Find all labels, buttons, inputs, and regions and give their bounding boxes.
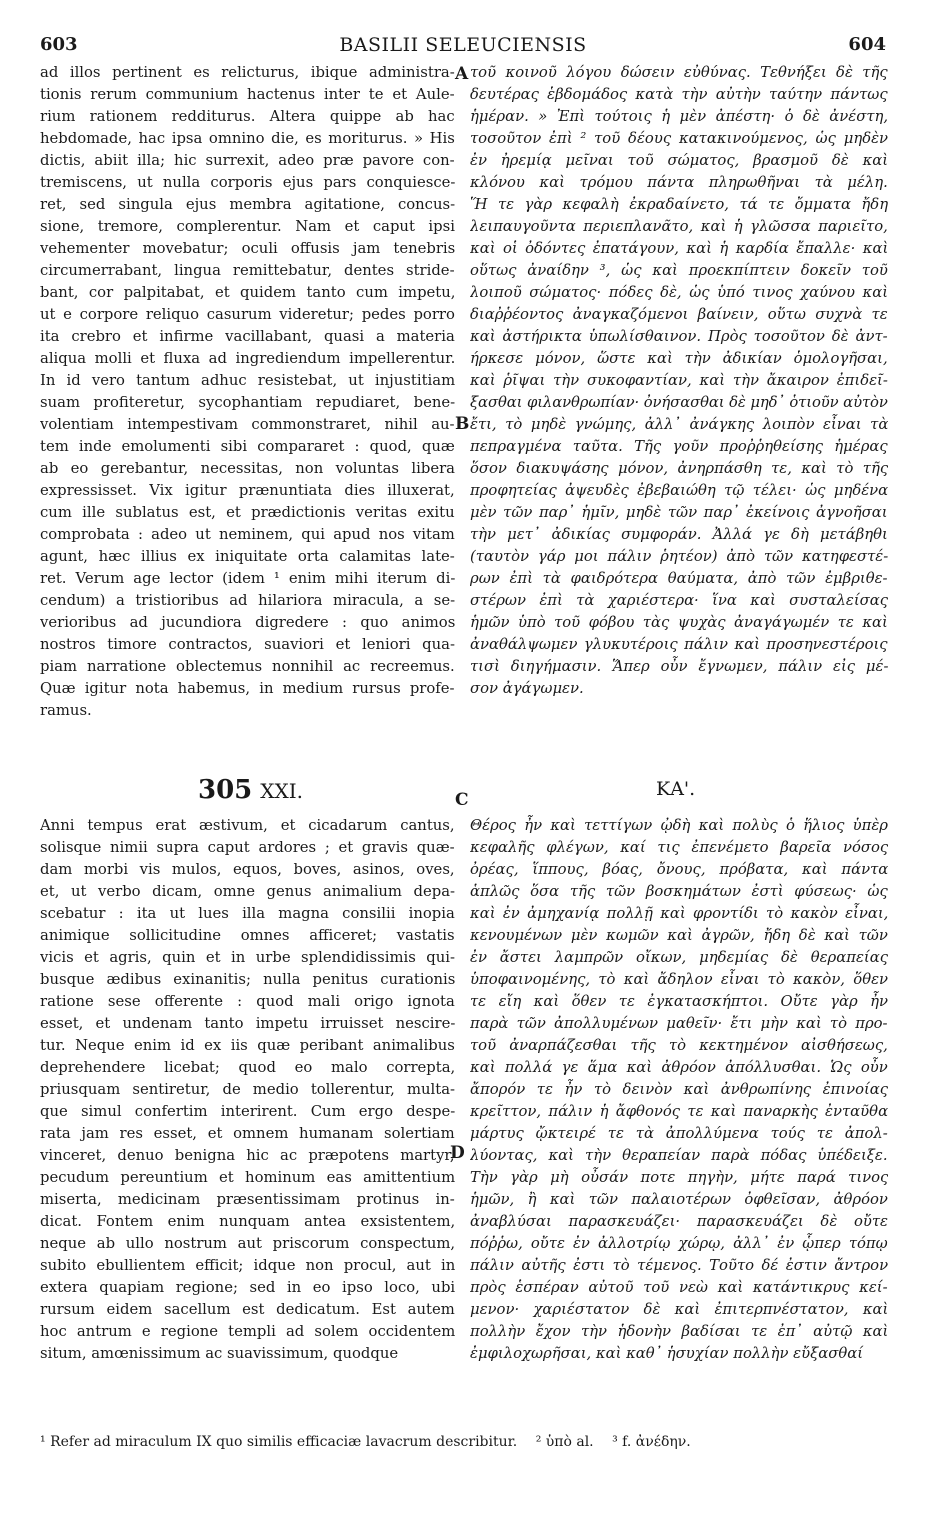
greek-line: πάλιν αὐτῆς ἐστι τὸ τέμενος. Τοῦτο δέ ἐστιν ἄντρον bbox=[470, 1257, 888, 1274]
latin-line: neque ab ullo nostrum aut priscorum conspectum, bbox=[40, 1235, 455, 1252]
latin-line: tremiscens, ut nulla corporis ejus pars conquiesce- bbox=[40, 174, 455, 191]
section-heading-latin bbox=[198, 775, 303, 805]
greek-line: παρὰ τῶν ἀπολλυμένων μαθεῖν· ἔτι μὴν καὶ τὸ προ- bbox=[470, 1015, 888, 1032]
latin-line: nostros timore contractos, suaviori et leniori qua- bbox=[40, 636, 455, 653]
greek-line: πολλὴν ἔχον τὴν ἡδονὴν βαδίσαι τε ἐπ᾽ αὐτῷ καὶ bbox=[470, 1323, 888, 1340]
latin-line: rium rationem redditurus. Altera quippe ab hac bbox=[40, 108, 455, 125]
greek-line: πόῤῥω, οὔτε ἐν ἀλλοτρίῳ χώρῳ, ἀλλ᾽ ἐν ᾧπερ τόπῳ bbox=[470, 1235, 888, 1252]
greek-line: στέρων ἐπὶ τὰ χαριέστερα· ἵνα καὶ συσταλείσας bbox=[470, 592, 888, 609]
greek-line: Θέρος ἦν καὶ τεττίγων ᾠδὴ καὶ πολὺς ὁ ἥλιος ὑπὲρ bbox=[470, 817, 888, 834]
greek-column-top bbox=[470, 62, 888, 700]
greek-line: καὶ ἀστήρικτα ὑπωλίσθαινον. Πρὸς τοσοῦτον δὲ ἀντ- bbox=[470, 328, 888, 345]
latin-line: sione, tremore, complerentur. Nam et caput ipsi bbox=[40, 218, 455, 235]
greek-line: οὕτως ἀναίδην ³, ὡς καὶ προεκπίπτειν δοκεῖν τοῦ bbox=[470, 262, 888, 279]
greek-line: ήρκεσε μόνον, ὥστε καὶ τὴν ἀδικίαν ὁμολογῆσαι, bbox=[470, 350, 888, 367]
greek-line: καὶ οἱ ὀδόντες ἐπατάγουν, καὶ ἡ καρδία ἔπαλλε· καὶ bbox=[470, 240, 888, 257]
latin-line: rata jam res esset, et omnem humanam solertiam bbox=[40, 1125, 455, 1142]
greek-line: ὅσον διακυψάσης μόνον, ἀνηρπάσθη τε, καὶ τὸ τῆς bbox=[470, 460, 888, 477]
margin-marker-a: A bbox=[455, 64, 469, 84]
greek-line: ἁπλῶς ὅσα τῆς τῶν βοσκημάτων ἐστὶ φύσεως· ὡς bbox=[470, 883, 888, 900]
latin-line: et, ut verbo dicam, omne genus animalium depa- bbox=[40, 883, 455, 900]
latin-line: piam narratione oblectemus nonnihil ac recreemus. bbox=[40, 658, 455, 675]
greek-line: τισὶ διηγήμασιν. Ἅπερ οὖν ἔγνωμεν, πάλιν εἰς μέ- bbox=[470, 658, 888, 675]
latin-line: hebdomade, hac ipsa omnino die, es moriturus. » His bbox=[40, 130, 455, 147]
latin-line: volentiam intempestivam commonstraret, nihil au- bbox=[40, 416, 455, 433]
section-number: 305 bbox=[198, 775, 253, 805]
greek-line: ἔτι, τὸ μηδὲ γνώμης, ἀλλ᾽ ἀνάγκης λοιπὸν εἶναι τὰ bbox=[470, 416, 888, 433]
greek-line: ξασθαι φιλανθρωπίαν· ὀνήσασθαι δὲ μηδ᾽ ὁτιοῦν αὐτὸν bbox=[470, 394, 888, 411]
greek-line: ἄπορόν τε ἦν τὸ δεινὸν καὶ ἀνθρωπίνης ἐπινοίας bbox=[470, 1081, 888, 1098]
footnote-2: ² ὑπὸ al. bbox=[535, 1434, 594, 1450]
latin-line: deprehendere licebat; quod eo malo correpta, bbox=[40, 1059, 455, 1076]
latin-line: dictis, abiit illa; hic surrexit, adeo præ pavore con- bbox=[40, 152, 455, 169]
latin-line: subito ebullientem efficit; idque non procul, aut in bbox=[40, 1257, 455, 1274]
greek-line: ἡμῶν, ἢ καὶ τῶν παλαιοτέρων ὀφθεῖσαν, ἀθρόον bbox=[470, 1191, 888, 1208]
latin-line: rursum eidem sacellum est dedicatum. Est autem bbox=[40, 1301, 455, 1318]
greek-line: ἐμφιλοχωρῆσαι, καὶ καθ᾽ ἡσυχίαν πολλὴν εὔξασθαί bbox=[470, 1345, 864, 1362]
latin-line: expressisset. Vix igitur prænuntiata dies illuxerat, bbox=[40, 482, 455, 499]
greek-line: μὲν τῶν παρ᾽ ἡμῖν, μηδὲ τῶν παρ᾽ ἐκείνοις ἀγνοῆσαι bbox=[470, 504, 888, 521]
latin-line: verioribus ad jucundiora digredere : quo animos bbox=[40, 614, 455, 631]
greek-line: κεφαλῆς φλέγων, καί τις ἐπενέμετο βαρεῖα νόσος bbox=[470, 839, 888, 856]
greek-line: λειπαυγοῦντα περιεπλανᾶτο, καὶ ἡ γλῶσσα παριεῖτο, bbox=[470, 218, 888, 235]
latin-line: tem inde emolumenti sibi compararet : quod, quæ bbox=[40, 438, 455, 455]
greek-line: ὑποφαινομένης, τὸ καὶ ἄδηλον εἶναι τὸ κακὸν, ὅθεν bbox=[470, 971, 888, 988]
latin-line: dicat. Fontem enim nunquam antea exsistentem, bbox=[40, 1213, 455, 1230]
latin-line: hoc antrum e regione templi ad solem occidentem bbox=[40, 1323, 455, 1340]
greek-line: τοῦ ἀναρπάζεσθαι τῆς τὸ κεκτημένον αἰσθήσεως, bbox=[470, 1037, 888, 1054]
greek-line: τοσοῦτον ἐπὶ ² τοῦ δέους κατακινούμενος, ὡς μηδὲν bbox=[470, 130, 888, 147]
latin-line: In id vero tantum adhuc resistebat, ut injustitiam bbox=[40, 372, 455, 389]
greek-line: διαῤῥέοντος ἀναγκαζόμενοι βαίνειν, οὕτω συχνὰ τε bbox=[470, 306, 888, 323]
greek-line: Ἥ τε γὰρ κεφαλὴ ἐκραδαίνετο, τά τε ὄμματα ἤδη bbox=[470, 196, 888, 213]
latin-line: cendum) a tristioribus ad hilariora miracula, a se- bbox=[40, 592, 455, 609]
greek-line: μάρτυς ᾤκτειρέ τε τὰ ἀπολλύμενα τούς τε ἀπολ- bbox=[470, 1125, 888, 1142]
latin-line: priusquam sentiretur, de medio tollerentur, multa- bbox=[40, 1081, 455, 1098]
greek-line: τε εἴη καὶ ὅθεν τε ἐγκατασκήπτοι. Οὔτε γὰρ ἦν bbox=[470, 993, 888, 1010]
margin-marker-b: B bbox=[455, 414, 470, 434]
greek-column-bottom bbox=[470, 815, 888, 1365]
latin-line: Quæ igitur nota habemus, in medium rursus profe- bbox=[40, 680, 455, 697]
page-number-right: 604 bbox=[848, 34, 886, 55]
margin-marker-c: C bbox=[455, 790, 469, 810]
latin-line: bant, cor palpitabat, et quidem tanto cum impetu, bbox=[40, 284, 455, 301]
greek-line: πεπραγμένα ταῦτα. Τῆς γοῦν προῤῥηθείσης ἡμέρας bbox=[470, 438, 888, 455]
latin-line: ret, sed singula ejus membra agitatione, concus- bbox=[40, 196, 455, 213]
latin-line: pecudum pereuntium et hominum eas amittentium bbox=[40, 1169, 455, 1186]
latin-column-bottom bbox=[40, 815, 455, 1365]
latin-line: vinceret, denuo benigna hic ac præpotens martyr, bbox=[40, 1147, 455, 1164]
greek-line: ἐν ἠρεμίᾳ μεῖναι τοῦ σώματος, βρασμοῦ δὲ καὶ bbox=[470, 152, 888, 169]
latin-line: tionis rerum communium hactenus inter te et Aule- bbox=[40, 86, 455, 103]
latin-line: ramus. bbox=[40, 702, 92, 719]
latin-line: animique sollicitudine omnes afficeret; vastatis bbox=[40, 927, 455, 944]
latin-line: tur. Neque enim id ex iis quæ peribant animalibus bbox=[40, 1037, 455, 1054]
latin-line: dam morbi vis mulos, equos, boves, asinos, oves, bbox=[40, 861, 455, 878]
greek-line: κλόνου καὶ τρόμου πάντα πληρωθῆναι τὰ μέλη. bbox=[470, 174, 888, 191]
greek-line: κρεῖττον, πάλιν ἡ ἄφθονός τε καὶ παναρκὴς ἐνταῦθα bbox=[470, 1103, 888, 1120]
greek-line: προφητείας ἀψευδὲς ἐβεβαιώθη τῷ τέλει· ὡς μηδένα bbox=[470, 482, 888, 499]
section-roman-numeral: XXI. bbox=[260, 779, 304, 803]
latin-line: scebatur : ita ut lues illa magna consilii inopia bbox=[40, 905, 455, 922]
latin-line: vicis et agris, quin et in urbe splendidissimis qui- bbox=[40, 949, 455, 966]
greek-line: ὀρέας, ἵππους, βόας, ὄνους, πρόβατα, καὶ πάντα bbox=[470, 861, 888, 878]
greek-line: ρων ἐπὶ τὰ φαιδρότερα θαύματα, ἀπὸ τῶν ἐμβριθε- bbox=[470, 570, 888, 587]
greek-line: πρὸς ἑσπέραν αὐτοῦ τοῦ νεὼ καὶ κατάντικρυς κεί- bbox=[470, 1279, 888, 1296]
latin-line: vehementer movebatur; oculi offusis jam tenebris bbox=[40, 240, 455, 257]
latin-line: ita crebro et infirme vacillabant, quasi a materia bbox=[40, 328, 455, 345]
greek-line: τὴν μετ᾽ ἀδικίας συμφοράν. Ἀλλά γε δὴ μετάβηθι bbox=[470, 526, 888, 543]
latin-line: solisque nimii supra caput ardores ; et gravis quæ- bbox=[40, 839, 455, 856]
latin-line: esset, et undenam tanto impetu irruisset nescire- bbox=[40, 1015, 455, 1032]
greek-line: δευτέρας ἑβδομάδος κατὰ τὴν αὐτὴν ταύτην πάντως bbox=[470, 86, 888, 103]
footnote-3: ³ f. ἀνέδην. bbox=[612, 1434, 691, 1450]
latin-line: que simul confertim interirent. Cum ergo despe- bbox=[40, 1103, 455, 1120]
latin-line: cum ille sublatus est, et prædictionis veritas exitu bbox=[40, 504, 455, 521]
greek-line: λοιποῦ σώματος· πόδες δὲ, ὡς ὑπό τινος χαύνου καὶ bbox=[470, 284, 888, 301]
greek-line: Τὴν γὰρ μὴ οὖσάν ποτε πηγὴν, μήτε παρά τινος bbox=[470, 1169, 888, 1186]
section-heading-greek: ΚΑ'. bbox=[656, 778, 696, 800]
greek-line: ἐν ἄστει λαμπρῶν οἴκων, μηδεμίας δὲ θεραπείας bbox=[470, 949, 888, 966]
greek-line: ἀναβλύσαι παρασκευάζει· παρασκευάζει δὲ οὔτε bbox=[470, 1213, 888, 1230]
greek-line: καὶ ῥῖψαι τὴν συκοφαντίαν, καὶ τὴν ἄκαιρον ἐπιδεῖ- bbox=[470, 372, 888, 389]
latin-line: ut e corpore reliquo casurum videretur; pedes porro bbox=[40, 306, 455, 323]
greek-line: ἀναθάλψωμεν γλυκυτέροις πάλιν καὶ προσηνεστέροις bbox=[470, 636, 888, 653]
footnote-1: ¹ Refer ad miraculum IX quo similis efficaciæ lavacrum describitur. bbox=[40, 1434, 518, 1450]
latin-column-top bbox=[40, 62, 455, 722]
latin-line: situm, amœnissimum ac suavissimum, quodque bbox=[40, 1345, 399, 1362]
greek-line: (ταυτὸν γάρ μοι πάλιν ῥητέον) ἀπὸ τῶν κατηφεστέ- bbox=[470, 548, 888, 565]
latin-line: ret. Verum age lector (idem ¹ enim mihi iterum di- bbox=[40, 570, 455, 587]
margin-marker-d: D bbox=[450, 1143, 465, 1163]
greek-line: ἡμῶν ὑπὸ τοῦ φόβου τὰς ψυχὰς ἀναγάγωμέν τε καὶ bbox=[470, 614, 888, 631]
greek-line: μενον· χαριέστατον δὲ καὶ ἐπιτερπνέστατον, καὶ bbox=[470, 1301, 888, 1318]
greek-line: σον ἀγάγωμεν. bbox=[470, 680, 584, 697]
greek-line: καὶ ἐν ἀμηχανίᾳ πολλῇ καὶ φροντίδι τὸ κακὸν εἶναι, bbox=[470, 905, 888, 922]
latin-line: Anni tempus erat æstivum, et cicadarum cantus, bbox=[40, 817, 455, 834]
page-number-left: 603 bbox=[40, 34, 78, 55]
greek-line: καὶ πολλά γε ἅμα καὶ ἀθρόον ἀπόλλυσθαι. Ὡς οὖν bbox=[470, 1059, 888, 1076]
latin-line: agunt, hæc illius ex iniquitate orta calamitas late- bbox=[40, 548, 455, 565]
running-head-title: BASILII SELEUCIENSIS bbox=[339, 34, 587, 56]
greek-line: ἡμέραν. » Ἐπὶ τούτοις ἡ μὲν ἀπέστη· ὁ δὲ ἀνέστη, bbox=[470, 108, 888, 125]
latin-line: suam profiteretur, sycophantiam repudiaret, bene- bbox=[40, 394, 455, 411]
latin-line: ratione sese offerente : quod mali origo ignota bbox=[40, 993, 455, 1010]
footnotes bbox=[40, 1432, 900, 1452]
latin-line: circumerrabant, lingua remittebatur, dentes stride- bbox=[40, 262, 455, 279]
latin-line: ab eo gerebantur, necessitas, non voluntas libera bbox=[40, 460, 455, 477]
latin-line: miserta, medicinam præsentissimam protinus in- bbox=[40, 1191, 455, 1208]
latin-line: comprobata : adeo ut neminem, qui apud nos vitam bbox=[40, 526, 455, 543]
latin-line: ad illos pertinent es relicturus, ibique administra- bbox=[40, 64, 455, 81]
greek-line: τοῦ κοινοῦ λόγου δώσειν εὐθύνας. Τεθνήξει δὲ τῆς bbox=[470, 64, 888, 81]
latin-line: extera quapiam regione; sed in eo ipso loco, ubi bbox=[40, 1279, 455, 1296]
greek-line: κενουμένων μὲν κωμῶν καὶ ἀγρῶν, ἤδη δὲ καὶ τῶν bbox=[470, 927, 888, 944]
greek-line: λύοντας, καὶ τὴν θεραπείαν παρὰ πόδας ὑπέδειξε. bbox=[470, 1147, 888, 1164]
latin-line: aliqua molli et fluxa ad ingrediendum impellerentur. bbox=[40, 350, 455, 367]
latin-line: busque ædibus exinanitis; nulla penitus curationis bbox=[40, 971, 455, 988]
